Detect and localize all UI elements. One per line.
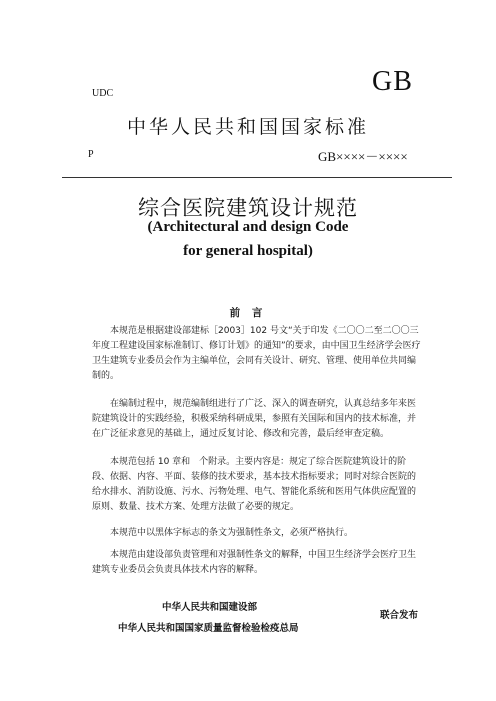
foreword-paragraph: 本规范由建设部负责管理和对强制性条文的解释，中国卫生经济学会医疗卫生建筑专业委员会负责具体技术内容的解释。 <box>92 550 417 575</box>
header-divider <box>62 177 452 178</box>
foreword-paragraph: 本规范中以黑体字标志的条文为强制性条文，必须严格执行。 <box>110 528 354 538</box>
english-title-line-2: for general hospital) <box>183 243 313 259</box>
foreword-paragraph: 在编制过程中，规范编制组进行了广泛、深入的调查研究，认真总结多年来医院建筑设计的实践经验，积极采纳科研成果，参照有关国际和国内的技术标准，并在广泛征求意见的基础上，通过反复讨论、修改和完善，最后经审查定稿。 <box>92 399 417 439</box>
p-mark: P <box>88 149 94 160</box>
joint-issue-label: 联合发布 <box>380 610 419 621</box>
gb-logo: GB <box>372 66 413 97</box>
issuer-ministry: 中华人民共和国建设部 <box>162 602 258 613</box>
udc-label: UDC <box>92 88 114 99</box>
foreword-paragraph: 本规范是根据建设部建标［2003］102 号文“关于印发《二〇〇二至二〇〇三年度工程建设国家标准制订、修订计划》的通知”的要求，由中国卫生经济学会医疗卫生建筑专业委员会作为主编单位，会同有关设计、研究、管理、使用单位共同编制的。 <box>92 326 421 381</box>
english-title-line-1: (Architectural and design Code <box>147 219 349 235</box>
issuer-aqsiq: 中华人民共和国国家质量监督检验检疫总局 <box>118 623 299 634</box>
foreword-paragraph: 本规范包括 10 章和 个附录。主要内容是：规定了综合医院建筑设计的阶段、依据、内容、平面、装修的技术要求，基本技术指标要求；同时对综合医院的给水排水、消防设施、污水、污物处理、电气、智能化系统和医用气体供应配置的原则、数量、技术方案、处理方法做了必要的规定。 <box>92 457 417 512</box>
document-title: 综合医院建筑设计规范 <box>138 196 358 220</box>
standard-number: GB××××－×××× <box>318 149 408 164</box>
standard-title: 中华人民共和国国家标准 <box>126 116 369 138</box>
foreword-heading: 前 言 <box>229 307 267 319</box>
